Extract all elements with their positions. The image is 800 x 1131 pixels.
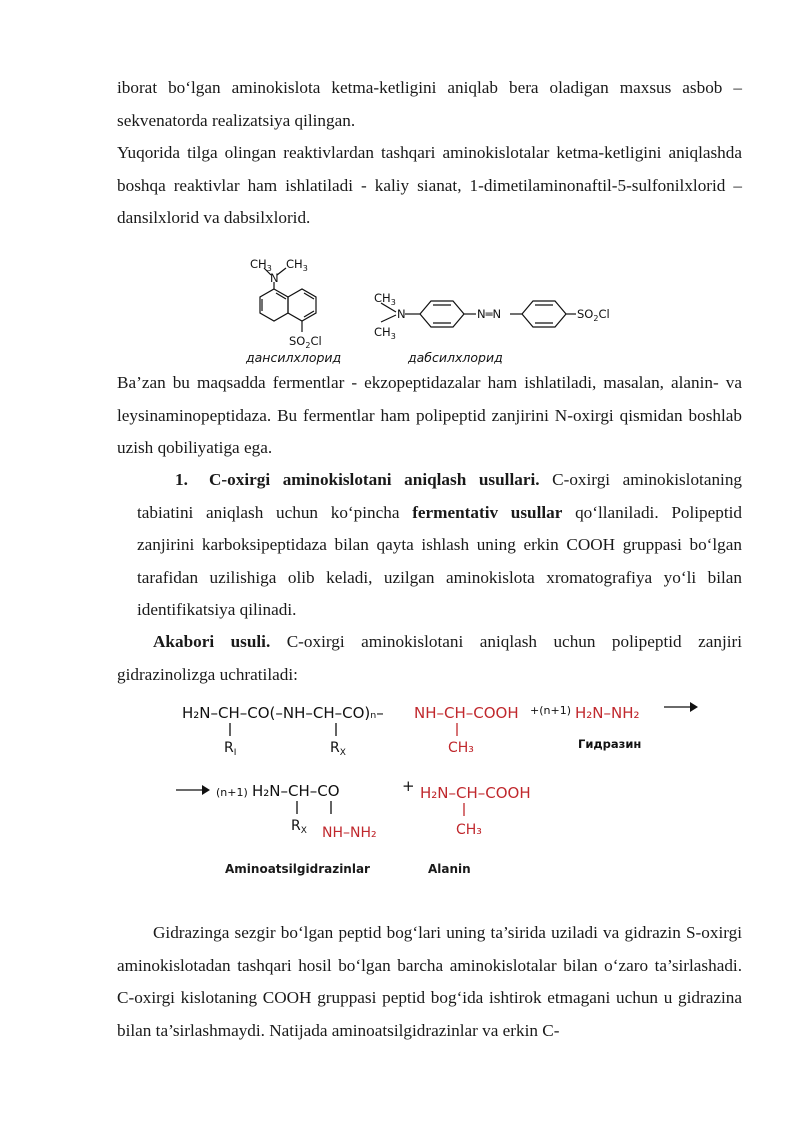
reaction-line2-plus: + bbox=[402, 777, 415, 795]
reaction-line1-chain: H₂N–CH–CO(–NH–CH–CO)ₙ– bbox=[182, 704, 384, 722]
paragraph-akabori bbox=[117, 626, 742, 691]
dabsyl-ch3-top: $CH_3$ bbox=[374, 291, 396, 307]
akabori-text: C-oxirgi aminokislotani aniqlash uchun polipeptid zanjiri gidrazinolizga uchratiladi: bbox=[117, 632, 742, 684]
list-text-b: qo‘llaniladi. Polipeptid zanjirini karboksipeptidaza bilan qayta ishlash uning erkin COOH gruppasi bo‘lgan tarafidan uzilishiga olib keladi, uzilgan aminokislota xromatografiya yo‘li bilan identifikatsiya qilinadi. bbox=[137, 502, 742, 619]
dansyl-nitrogen: N bbox=[270, 271, 279, 285]
paragraph-last: Gidrazinga sezgir bo‘lgan peptid bog‘lari uning ta’sirida uziladi va gidrazin S-oxirgi aminokislotadan tashqari hosil bo‘lgan barcha aminokislotalar bilan o‘zaro ta’sirlashadi. C-oxirgi kislotaning COOH gruppasi peptid bog‘ida ishtirok etmagani uchun u gidrazina bilan ta’sirlashmaydi. Natijada aminoatsilgidrazinlar va erkin C- bbox=[117, 923, 742, 1040]
list-number: 1. bbox=[175, 470, 188, 489]
reaction-line2-alanine: H₂N–CH–COOH bbox=[420, 784, 531, 802]
paragraph-2: Yuqorida tilga olingan reaktivlardan tashqari aminokislotalar ketma-ketligini aniqlashda boshqa reaktivlar ham ishlatiladi - kaliy sianat, 1-dimetilaminonaftil-5-sulfonilxlorid – dansilxlorid va dabsilxlorid. bbox=[117, 143, 742, 227]
reaction-hydrazine: H₂N–NH₂ bbox=[575, 704, 640, 722]
paragraph-1: iborat bo‘lgan aminokislota ketma-ketligini aniqlab bera oladigan maxsus asbob – sekvenatorda realizatsiya qilingan. bbox=[117, 78, 742, 130]
reaction-line2-coef: (n+1) bbox=[216, 786, 248, 799]
hydrazine-label: Гидразин bbox=[578, 737, 642, 751]
line2-rx: $R_X$ bbox=[291, 818, 307, 836]
rx-substituent: $R_X$ bbox=[330, 740, 346, 758]
paragraph-3: Ba’zan bu maqsadda fermentlar - ekzopeptidazalar ham ishlatiladi, masalan, alanin- va leysinaminopeptidaza. Bu fermentlar ham polipeptid zanjirini N-oxirgi qismidan boshlab uzish qobiliyatiga ega. bbox=[117, 373, 742, 457]
figure-hydrazinolysis bbox=[170, 690, 700, 860]
line2-hydrazide: NH–NH₂ bbox=[322, 825, 377, 841]
dansyl-ch3-right: $CH_3$ bbox=[286, 257, 308, 273]
reaction-line1-terminal: NH–CH–COOH bbox=[414, 704, 519, 722]
list-text-a: C-oxirgi aminokislotaning tabiatini aniqlash uchun ko‘pincha bbox=[137, 470, 743, 522]
list-bold-term: fermentativ usullar bbox=[412, 502, 563, 522]
dansyl-ch3-left: $CH_3$ bbox=[250, 257, 272, 273]
dansyl-caption: дансилхлорид bbox=[246, 350, 342, 365]
dabsyl-ch3-bottom: $CH_3$ bbox=[374, 325, 396, 341]
reaction-line2-product: H₂N–CH–CO bbox=[252, 782, 340, 800]
caption-aminoacylhydrazines: Aminoatsilgidrazinlar bbox=[225, 862, 370, 876]
dabsyl-azo: N═N bbox=[477, 307, 502, 321]
dabsyl-nitrogen: N bbox=[397, 307, 406, 321]
dansyl-so2cl: $SO_2Cl$ bbox=[289, 334, 322, 350]
list-heading: C-oxirgi aminokislotani aniqlash usullari. bbox=[209, 470, 540, 489]
caption-alanine: Alanin bbox=[428, 862, 471, 876]
dabsyl-so2cl: $SO_2Cl$ bbox=[577, 307, 610, 323]
dabsyl-caption: дабсилхлорид bbox=[408, 350, 503, 365]
reaction-line1-coef: +(n+1) bbox=[530, 704, 571, 717]
figure-dansyl-dabsyl bbox=[240, 254, 630, 369]
akabori-heading: Akabori usuli. bbox=[153, 632, 271, 651]
list-item-c-terminal bbox=[137, 464, 742, 627]
line2-ch3: CH₃ bbox=[456, 822, 482, 838]
ch3-terminal: CH₃ bbox=[448, 740, 474, 756]
r1-substituent: $R_I$ bbox=[224, 740, 237, 758]
